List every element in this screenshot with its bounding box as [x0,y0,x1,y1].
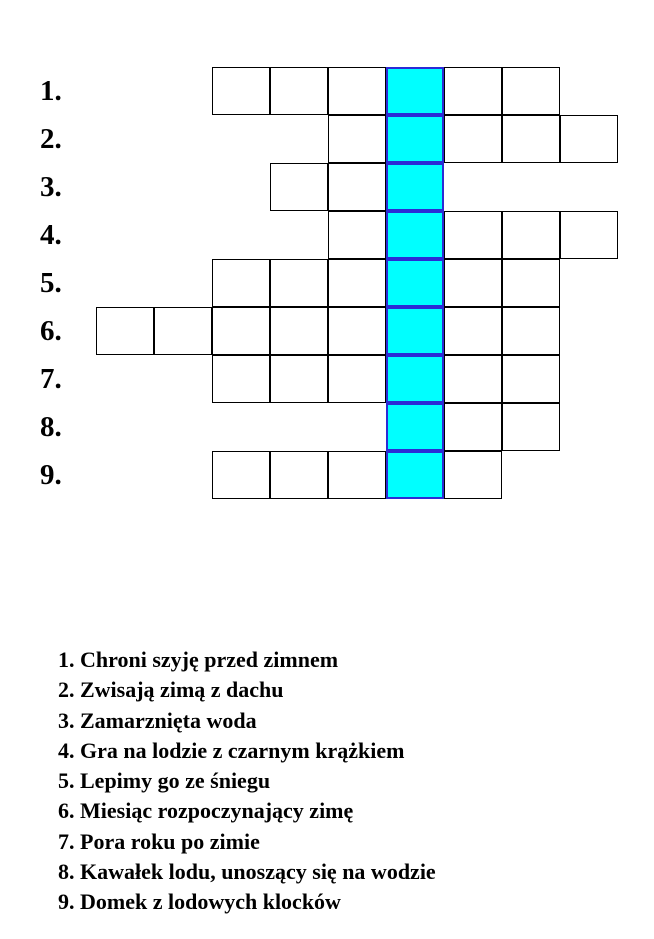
crossword-cell[interactable] [502,355,560,403]
crossword-cell[interactable] [212,307,270,355]
crossword-key-cell[interactable] [386,211,444,259]
crossword-cell[interactable] [328,115,386,163]
clue-item: 8. Kawałek lodu, unoszący się na wodzie [58,859,436,885]
crossword-cell[interactable] [560,211,618,259]
row-number: 8. [40,411,62,443]
crossword-cell[interactable] [502,115,560,163]
clue-item: 1. Chroni szyję przed zimnem [58,647,339,672]
crossword-cell[interactable] [270,163,328,211]
row-number: 9. [40,459,62,491]
crossword-cell[interactable] [96,307,154,355]
crossword-cell[interactable] [444,115,502,163]
crossword-key-cell[interactable] [386,403,444,451]
crossword-cell[interactable] [328,211,386,259]
crossword-key-cell[interactable] [386,451,444,499]
crossword-cell[interactable] [502,211,560,259]
crossword-key-cell[interactable] [386,67,444,115]
crossword-cell[interactable] [444,403,502,451]
crossword-cell[interactable] [154,307,212,355]
crossword-cell[interactable] [270,451,328,499]
crossword-cell[interactable] [212,259,270,307]
crossword-cell[interactable] [328,67,386,115]
crossword-cell[interactable] [328,163,386,211]
crossword-key-cell[interactable] [386,163,444,211]
clue-item: 7. Pora roku po zimie [58,828,260,854]
crossword-cell[interactable] [328,259,386,307]
clue-list [58,645,436,918]
crossword-key-cell[interactable] [386,259,444,307]
crossword-cell[interactable] [502,307,560,355]
crossword-cell[interactable] [444,211,502,259]
crossword-cell[interactable] [270,259,328,307]
row-number: 4. [40,219,62,251]
row-number: 1. [40,75,62,107]
crossword-cell[interactable] [328,307,386,355]
row-number: 3. [40,171,62,203]
crossword-cell[interactable] [328,451,386,499]
crossword-cell[interactable] [444,67,502,115]
clue-item: 4. Gra na lodzie z czarnym krążkiem [58,737,405,763]
crossword-key-cell[interactable] [386,307,444,355]
crossword-cell[interactable] [502,67,560,115]
crossword-cell[interactable] [270,307,328,355]
crossword-key-cell[interactable] [386,355,444,403]
crossword-cell[interactable] [444,355,502,403]
crossword-cell[interactable] [212,67,270,115]
crossword-cell[interactable] [502,259,560,307]
row-number: 5. [40,267,62,299]
crossword-cell[interactable] [328,355,386,403]
crossword-cell[interactable] [502,403,560,451]
crossword-cell[interactable] [444,259,502,307]
row-number: 7. [40,363,62,395]
crossword-cell[interactable] [444,451,502,499]
crossword-cell[interactable] [212,451,270,499]
crossword-cell[interactable] [270,67,328,115]
crossword-cell[interactable] [270,355,328,403]
clue-item: 3. Zamarznięta woda [58,707,257,733]
crossword-cell[interactable] [212,355,270,403]
row-number: 2. [40,123,62,155]
clue-item: 6. Miesiąc rozpoczynający zimę [58,798,354,824]
row-number: 6. [40,315,62,347]
crossword-cell[interactable] [560,115,618,163]
clue-item: 9. Domek z lodowych klocków [58,889,341,915]
crossword-cell[interactable] [444,307,502,355]
clue-item: 5. Lepimy go ze śniegu [58,768,271,794]
crossword-key-cell[interactable] [386,115,444,163]
clue-item: 2. Zwisają zimą z dachu [58,677,284,703]
